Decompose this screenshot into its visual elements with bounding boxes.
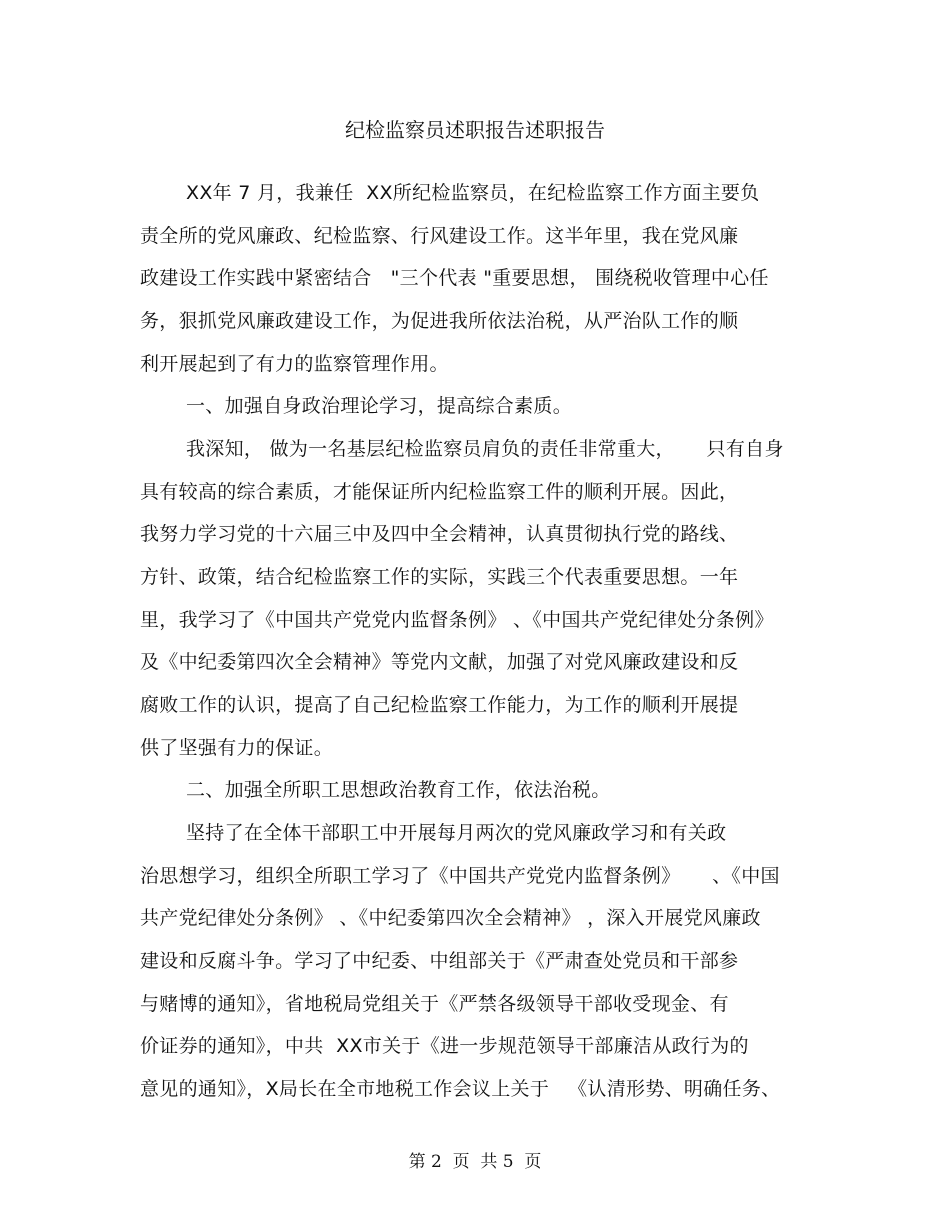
text-line: 腐败工作的认识，提高了自己纪检监察工作能力，为工作的顺利开展提 bbox=[140, 694, 739, 716]
text-line: 共产党纪律处分条例》 、《中纪委第四次全会精神》 ，深入开展党风廉政 bbox=[140, 907, 761, 929]
text-line: 方针、政策，结合纪检监察工作的实际，实践三个代表重要思想。一年 bbox=[140, 566, 739, 588]
text-line: 价证券的通知》，中共 XX市关于《进一步规范领导干部廉洁从政行为的 bbox=[140, 1035, 749, 1057]
text-line: XX年 7 月，我兼任 XX所纪检监察员，在纪检监察工作方面主要负 bbox=[186, 182, 760, 204]
section-heading: 一、加强自身政治理论学习，提高综合素质。 bbox=[186, 395, 573, 417]
text-line: 利开展起到了有力的监察管理作用。 bbox=[140, 353, 449, 375]
section-heading: 二、加强全所职工思想政治教育工作，依法治税。 bbox=[186, 779, 611, 801]
text-line: 及《中纪委第四次全会精神》等党内文献，加强了对党风廉政建设和反 bbox=[140, 651, 739, 673]
text-line: 务，狠抓党风廉政建设工作，为促进我所依法治税，从严治队工作的顺 bbox=[140, 310, 739, 332]
document-title: 纪检监察员述职报告述职报告 bbox=[345, 118, 605, 142]
text-line: 供了坚强有力的保证。 bbox=[140, 737, 334, 759]
text-line: 我深知， 做为一名基层纪检监察员肩负的责任非常重大， 只有自身 bbox=[186, 438, 784, 460]
text-line: 具有较高的综合素质，才能保证所内纪检监察工件的顺利开展。因此， bbox=[140, 481, 739, 503]
text-line: 坚持了在全体干部职工中开展每月两次的党风廉政学习和有关政 bbox=[186, 822, 727, 844]
text-line: 建设和反腐斗争。学习了中纪委、中组部关于《严肃查处党员和干部参 bbox=[140, 950, 739, 972]
text-line: 里，我学习了《中国共产党党内监督条例》 、《中国共产党纪律处分条例》 bbox=[140, 609, 774, 631]
text-line: 意见的通知》，X局长在全市地税工作会议上关于 《认清形势、明确任务、 bbox=[140, 1078, 781, 1100]
page-number-footer: 第 2 页 共 5 页 bbox=[408, 1152, 542, 1172]
text-line: 治思想学习，组织全所职工学习了《中国共产党党内监督条例》 、《中国 bbox=[140, 865, 780, 887]
text-line: 政建设工作实践中紧密结合 "三个代表 "重要思想， 围绕税收管理中心任 bbox=[140, 267, 769, 289]
text-line: 与赌博的通知》，省地税局党组关于《严禁各级领导干部收受现金、有 bbox=[140, 993, 729, 1015]
text-line: 我努力学习党的十六届三中及四中全会精神，认真贯彻执行党的路线、 bbox=[140, 523, 739, 545]
text-line: 责全所的党风廉政、纪检监察、行风建设工作。这半年里，我在党风廉 bbox=[140, 225, 739, 247]
